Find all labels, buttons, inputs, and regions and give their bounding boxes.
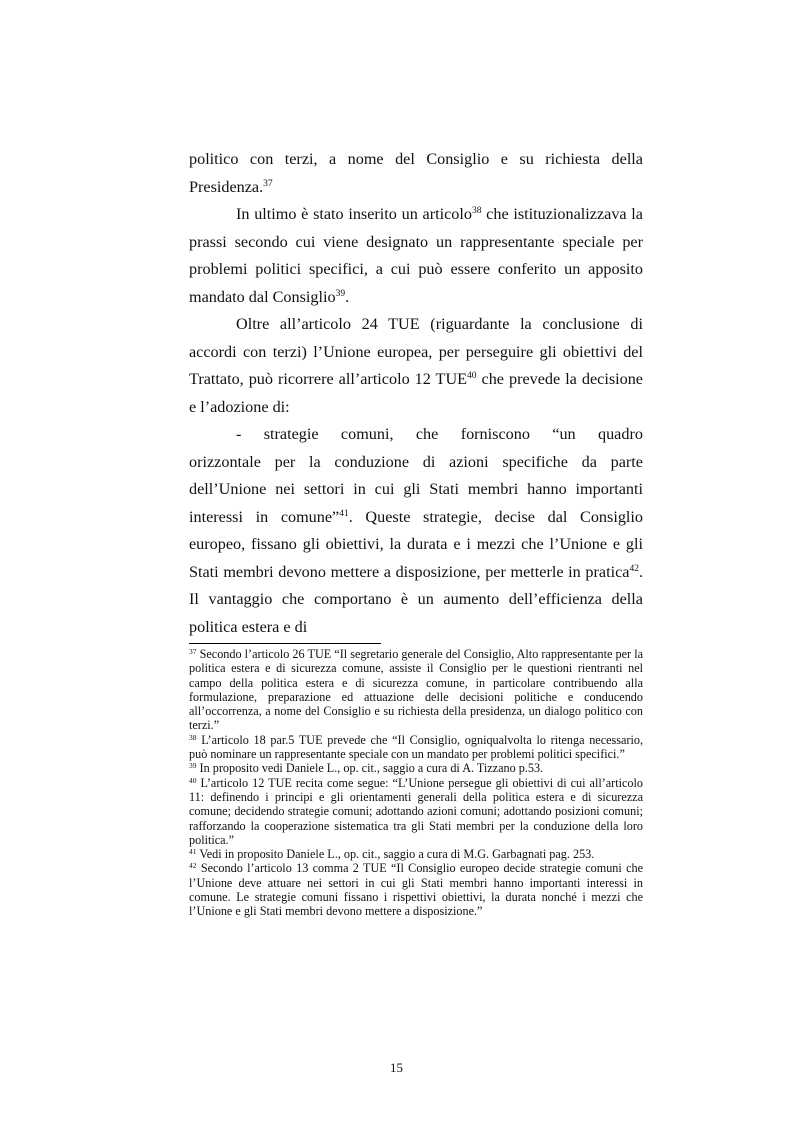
paragraph-text: Oltre all’articolo 24 TUE (riguardante la conclusione di accordi con terzi) l’Unione europea, per perseguire gli obiettivi del Trattato, può ricorrere all’articolo 12 TUE [189,315,643,388]
bullet-continuation [189,449,643,642]
bullet-word: quadro [597,425,643,443]
footnote-text: L’articolo 18 par.5 TUE prevede che “Il Consiglio, ogniqualvolta lo ritenga necessario, può nominare un rappresentante speciale con un mandato per problemi politici specifici.” [189,732,643,762]
bullet-dash: - [236,425,242,443]
bullet-paragraph [189,421,643,641]
footnote-42 [189,861,643,918]
footnote-ref-40[interactable]: 40 [467,371,477,381]
footnote-text: In proposito vedi Daniele L., op. cit., saggio a cura di A. Tizzano p.53. [196,761,544,776]
footnote-text: L’articolo 12 TUE recita come segue: “L’Unione persegue gli obiettivi di cui all’articolo 11: definendo i principi e gli orientamenti generali della politica estera e di sicurezza comune; decidendo strategie comuni; adottando azioni comuni; adottando posizioni comuni; rafforzando la cooperazione sistematica tra gli Stati membri per la conduzione della loro politica.” [189,775,643,847]
footnote-text: Secondo l’articolo 26 TUE “Il segretario generale del Consiglio, Alto rappresentante per la politica estera e di sicurezza comune, assiste il Consiglio per le questioni rientranti nel campo della politica estera e di sicurezza comune, in particolare contribuendo alla formulazione, preparazione ed attuazione delle decisioni politiche e conducendo all’occorrenza, a nome del Consiglio e su richiesta della presidenza, un dialogo politico con terzi.” [189,647,643,733]
footnote-39 [189,761,643,775]
paragraph-2 [189,201,643,311]
footnote-ref-41[interactable]: 41 [339,508,349,519]
paragraph-text: orizzontale per la conduzione di azioni specifiche da parte dell’Unione nei settori in cui gli Stati membri hanno importanti interessi in comune” [189,452,643,526]
footnote-37 [189,647,643,733]
page-number: 15 [390,1060,403,1075]
paragraph-text: . [345,287,350,306]
footnote-number: 40 [189,775,197,785]
main-text [189,146,643,641]
paragraph-1 [189,146,643,201]
footnote-40 [189,776,643,847]
footnote-number: 41 [189,847,197,857]
footnote-ref-37[interactable]: 37 [263,178,273,189]
paragraph-text: . Il vantaggio che comportano è un aumento dell’efficienza della politica estera e di [189,562,643,636]
footnotes-section [189,647,643,919]
footnote-ref-38[interactable]: 38 [471,206,482,216]
footnote-41 [189,847,643,861]
bullet-word: forniscono [460,425,530,443]
paragraph-text: . Queste strategie, decise dal Consiglio europeo, fissano gli obiettivi, la durata e i mezzi che l’Unione e gli Stati membri devono mettere a disposizione, per metterle in pratica [189,507,644,581]
footnote-number: 38 [189,732,197,742]
footnote-separator [189,643,381,644]
footnote-number: 37 [189,647,197,656]
bullet-word: che [415,425,439,443]
bullet-word: “un [552,425,576,443]
footnote-38 [189,733,643,762]
bullet-first-line [189,421,643,449]
paragraph-3 [189,311,643,421]
footnote-text: Secondo l’articolo 13 comma 2 TUE “Il Consiglio europeo decide strategie comuni che l’Unione deve attuare nei settori in cui gli Stati membri hanno importanti interessi in comune. Le strategie comuni fissano i rispettivi obiettivi, la durata nonché i mezzi che l’Unione e gli Stati membri devono mettere a disposizione.” [189,861,643,919]
footnote-text: Vedi in proposito Daniele L., op. cit., saggio a cura di M.G. Garbagnati pag. 253. [196,847,595,862]
footnote-ref-42[interactable]: 42 [629,563,639,574]
footnote-number: 39 [189,761,197,771]
paragraph-text: che prevede la decisione e l’adozione di: [189,370,643,416]
footnote-number: 42 [189,861,197,871]
bullet-word: comuni, [340,425,394,443]
bullet-word: strategie [263,425,319,443]
footnote-ref-39[interactable]: 39 [335,288,346,299]
paragraph-text: che istituzionalizzava la prassi secondo cui viene designato un rappresentante speciale per problemi politici specifici, a cui può essere conferito un apposito mandato dal Consiglio [189,205,643,306]
paragraph-text: In ultimo è stato inserito un articolo [236,205,472,223]
paragraph-text: politico con terzi, a nome del Consiglio e su richiesta della Presidenza. [189,150,643,196]
